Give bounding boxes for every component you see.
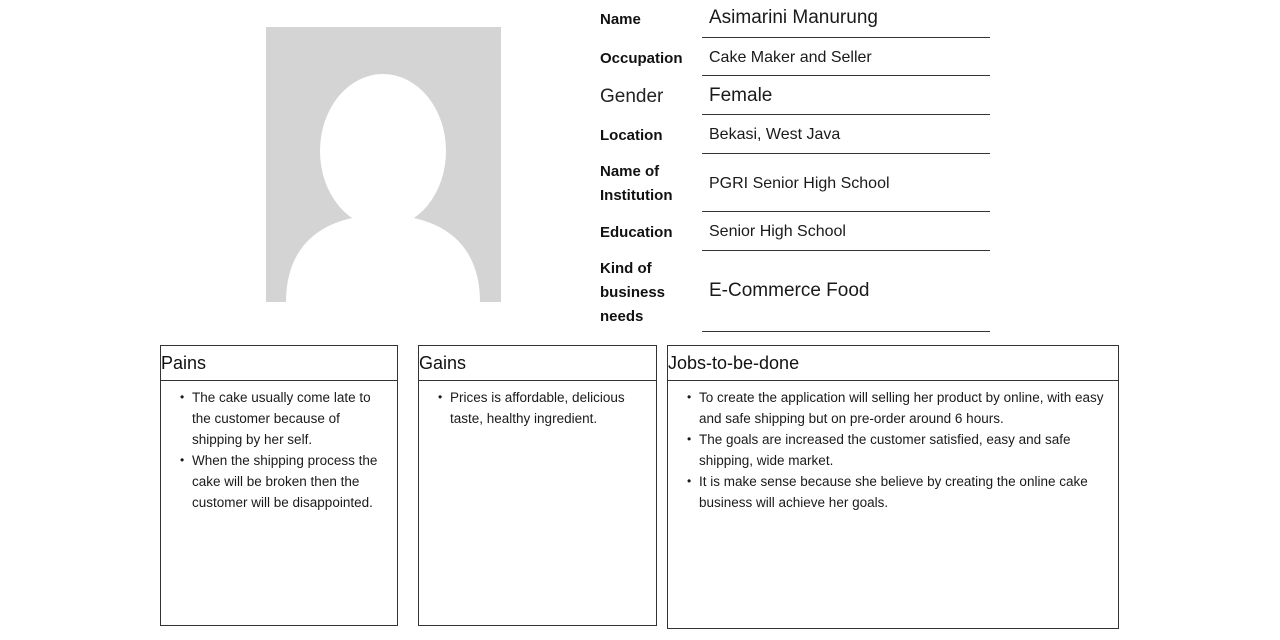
business-needs-value: E-Commerce Food: [709, 280, 870, 301]
occupation-label: Occupation: [600, 50, 683, 67]
business-needs-label-line: Kind of: [600, 260, 652, 277]
pains-list: [161, 387, 397, 513]
institution-value: PGRI Senior High School: [709, 175, 890, 192]
institution-label: [600, 160, 672, 208]
profile-photo-placeholder: [266, 27, 501, 302]
business-needs-label-line: business: [600, 284, 666, 301]
education-value: Senior High School: [709, 223, 846, 240]
person-placeholder-icon: [266, 27, 501, 302]
gains-list: [419, 387, 656, 429]
institution-label-line: Institution: [600, 187, 673, 204]
gender-label: Gender: [600, 86, 664, 107]
list-item: • The cake usually come late to the customer because of shipping by her self.: [180, 387, 389, 450]
divider: [702, 153, 990, 154]
divider: [702, 331, 990, 332]
divider: [702, 250, 990, 251]
list-item: • To create the application will selling her product by online, with easy and safe shipping but on pre-order around 6 hours.: [687, 387, 1110, 429]
jobs-title: Jobs-to-be-done: [668, 346, 1118, 381]
list-item: • It is make sense because she believe by creating the online cake business will achieve her goals.: [687, 471, 1110, 513]
list-item: • The goals are increased the customer satisfied, easy and safe shipping, wide market.: [687, 429, 1110, 471]
pains-title: Pains: [161, 346, 397, 381]
divider: [702, 114, 990, 115]
list-item: • When the shipping process the cake will be broken then the customer will be disappointed.: [180, 450, 389, 513]
business-needs-label-line: needs: [600, 308, 644, 325]
institution-label-line: Name of: [600, 163, 660, 180]
location-label: Location: [600, 127, 663, 144]
pains-box: [160, 345, 398, 626]
list-item: • Prices is affordable, delicious taste, healthy ingredient.: [438, 387, 648, 429]
jobs-to-be-done-box: [667, 345, 1119, 629]
gender-value: Female: [709, 85, 773, 106]
occupation-value: Cake Maker and Seller: [709, 49, 872, 66]
location-value: Bekasi, West Java: [709, 126, 841, 143]
gains-box: [418, 345, 657, 626]
name-value: Asimarini Manurung: [709, 7, 878, 28]
name-label: Name: [600, 11, 641, 28]
jobs-list: [668, 387, 1118, 513]
gains-title: Gains: [419, 346, 656, 381]
divider: [702, 75, 990, 76]
divider: [702, 211, 990, 212]
business-needs-label: [600, 257, 665, 329]
divider: [702, 37, 990, 38]
education-label: Education: [600, 224, 673, 241]
